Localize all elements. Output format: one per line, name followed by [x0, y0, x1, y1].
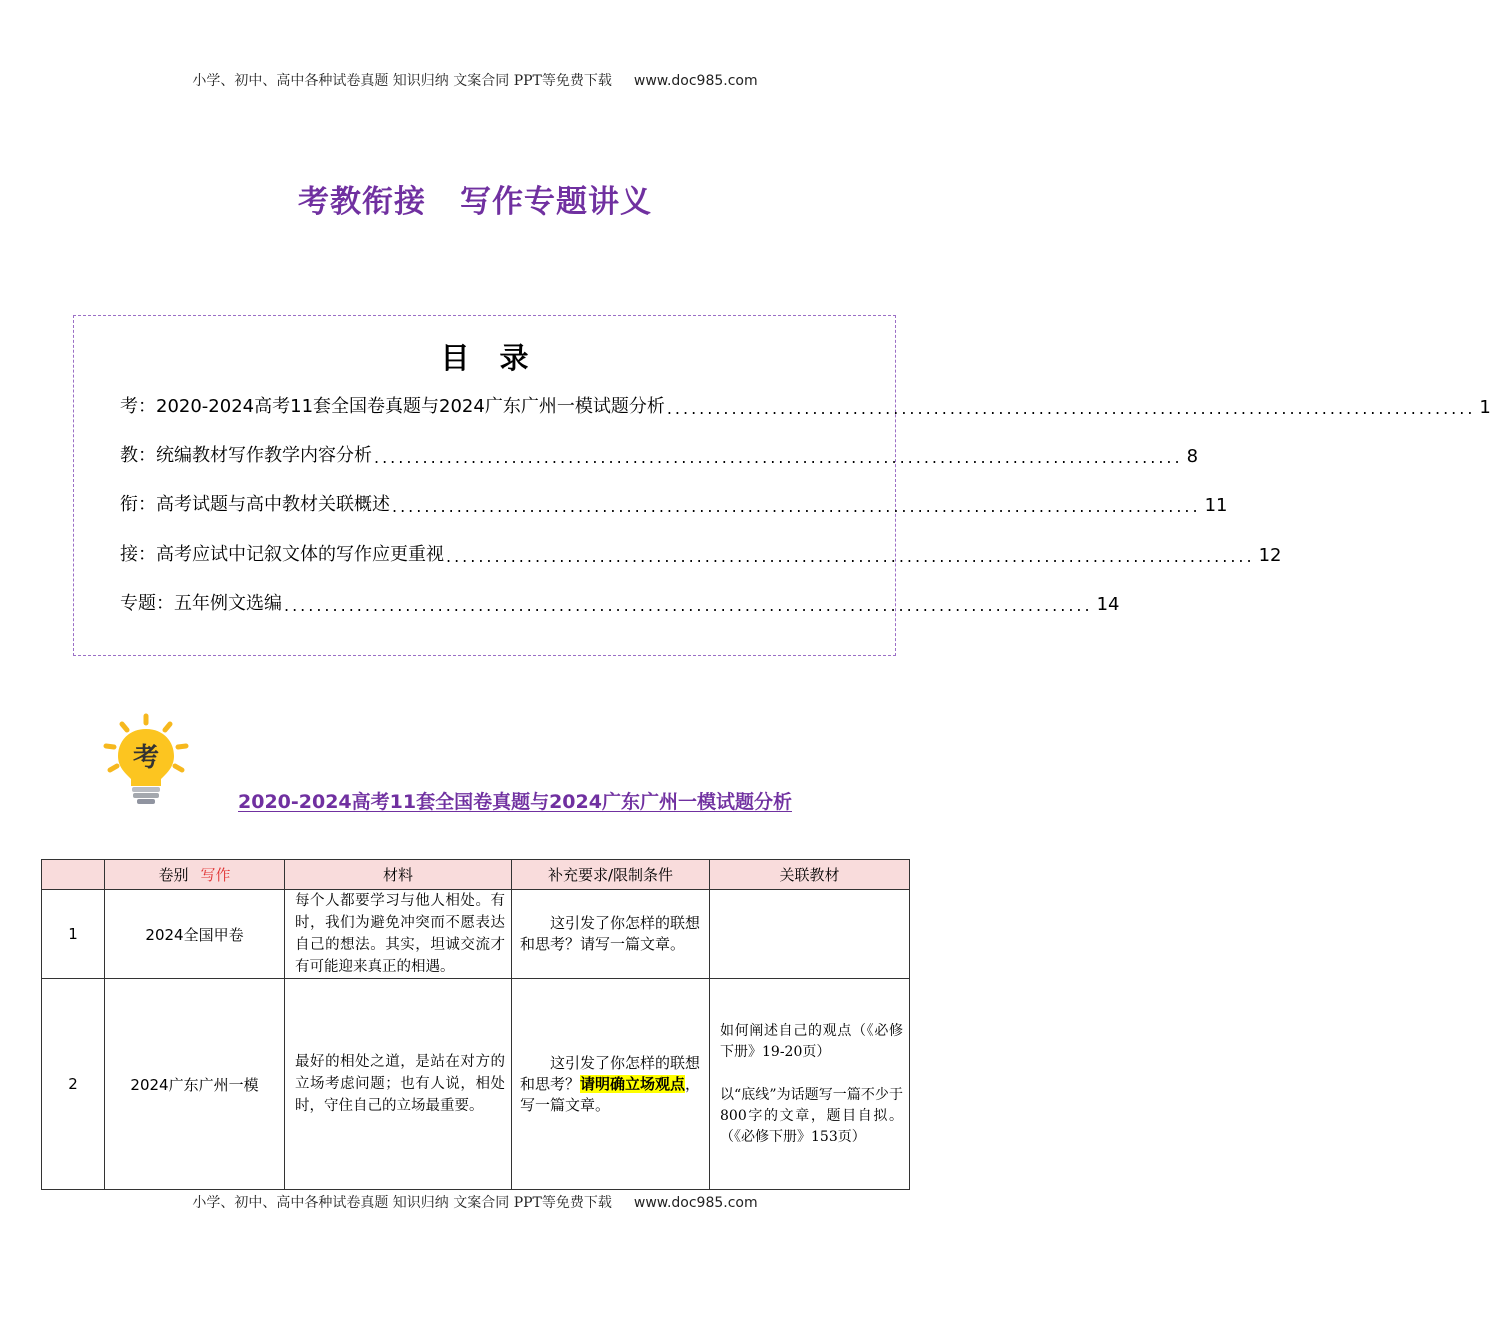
toc-leader-dots: .................................................................................................... — [392, 497, 1201, 516]
header-paper-label: 卷别 — [158, 866, 189, 884]
row-paper: 2024全国甲卷 — [105, 890, 285, 979]
row-material: 最好的相处之道，是站在对方的立场考虑问题；也有人说，相处时，守住自己的立场最重要。 — [285, 979, 512, 1190]
toc-item-page: 12 — [1258, 545, 1282, 566]
requirement-text: 这引发了你怎样的联想和思考？ — [520, 1053, 701, 1093]
toc-item[interactable] — [120, 589, 1120, 615]
header-index — [42, 860, 105, 890]
requirement-highlight: 请明确立场观点 — [580, 1074, 686, 1093]
relation-item: 以“底线”为话题写一篇不少于800字的文章，题目自拟。（《必修下册》153页） — [720, 1086, 903, 1145]
page-footer-url[interactable]: www.doc985.com — [633, 1195, 758, 1211]
table-header-row — [42, 860, 910, 890]
toc-item[interactable] — [120, 490, 1228, 516]
row-index: 2 — [42, 979, 105, 1190]
header-paper — [105, 860, 285, 890]
bulb-label: 考 — [132, 743, 160, 773]
row-relation — [710, 979, 910, 1190]
header-requirement: 补充要求/限制条件 — [512, 860, 710, 890]
document-title-part2: 写作专题讲义 — [460, 184, 652, 220]
row-material: 每个人都要学习与他人相处。有时，我们为避免冲突而不愿表达自己的想法。其实，坦诚交流才有可能迎来真正的相遇。 — [285, 890, 512, 979]
table-of-contents — [73, 315, 1491, 656]
page-footer — [0, 1192, 950, 1212]
row-requirement — [512, 979, 710, 1190]
toc-item-label: 考：2020-2024高考11套全国卷真题与2024广东广州一模试题分析 — [120, 396, 665, 417]
toc-item-label: 接：高考应试中记叙文体的写作应更重视 — [120, 544, 444, 565]
requirement-text-after: ，写一篇文章。 — [520, 1074, 701, 1114]
table-row — [42, 979, 910, 1190]
document-title — [0, 176, 950, 221]
page-footer-text: 小学、初中、高中各种试卷真题 知识归纳 文案合同 PPT等免费下载 — [192, 1195, 612, 1211]
relation-item: 如何阐述自己的观点（《必修下册》19-20页） — [720, 1022, 903, 1060]
toc-item-page: 11 — [1204, 495, 1228, 516]
toc-item-label: 教：统编教材写作教学内容分析 — [120, 445, 372, 466]
toc-item-label: 衔：高考试题与高中教材关联概述 — [120, 494, 390, 515]
toc-item-page: 8 — [1186, 446, 1199, 467]
row-index: 1 — [42, 890, 105, 979]
page-header-url[interactable]: www.doc985.com — [633, 73, 758, 89]
exam-analysis-table — [41, 859, 910, 1190]
table-row — [42, 890, 910, 979]
header-relation: 关联教材 — [710, 860, 910, 890]
toc-item[interactable] — [120, 441, 1199, 467]
toc-item[interactable] — [120, 540, 1282, 566]
toc-item-label: 专题：五年例文选编 — [120, 593, 282, 614]
toc-leader-dots: .................................................................................................... — [666, 399, 1476, 418]
page-header-text: 小学、初中、高中各种试卷真题 知识归纳 文案合同 PPT等免费下载 — [192, 73, 612, 89]
header-paper-highlight: 写作 — [200, 866, 231, 884]
toc-item-page: 14 — [1096, 594, 1120, 615]
toc-leader-dots: .................................................................................................... — [284, 596, 1093, 615]
row-requirement: 这引发了你怎样的联想和思考？请写一篇文章。 — [512, 890, 710, 979]
toc-leader-dots: .................................................................................................... — [446, 547, 1255, 566]
page-header — [0, 70, 950, 90]
row-relation — [710, 890, 910, 979]
toc-item-page: 1 — [1479, 397, 1491, 418]
document-title-part1: 考教衔接 — [298, 184, 426, 220]
row-paper: 2024广东广州一模 — [105, 979, 285, 1190]
header-material: 材料 — [285, 860, 512, 890]
toc-item[interactable] — [120, 392, 1491, 418]
section-heading: 2020-2024高考11套全国卷真题与2024广东广州一模试题分析 — [238, 791, 792, 813]
toc-leader-dots: .................................................................................................... — [374, 448, 1183, 467]
toc-heading: 目录 — [440, 341, 559, 375]
